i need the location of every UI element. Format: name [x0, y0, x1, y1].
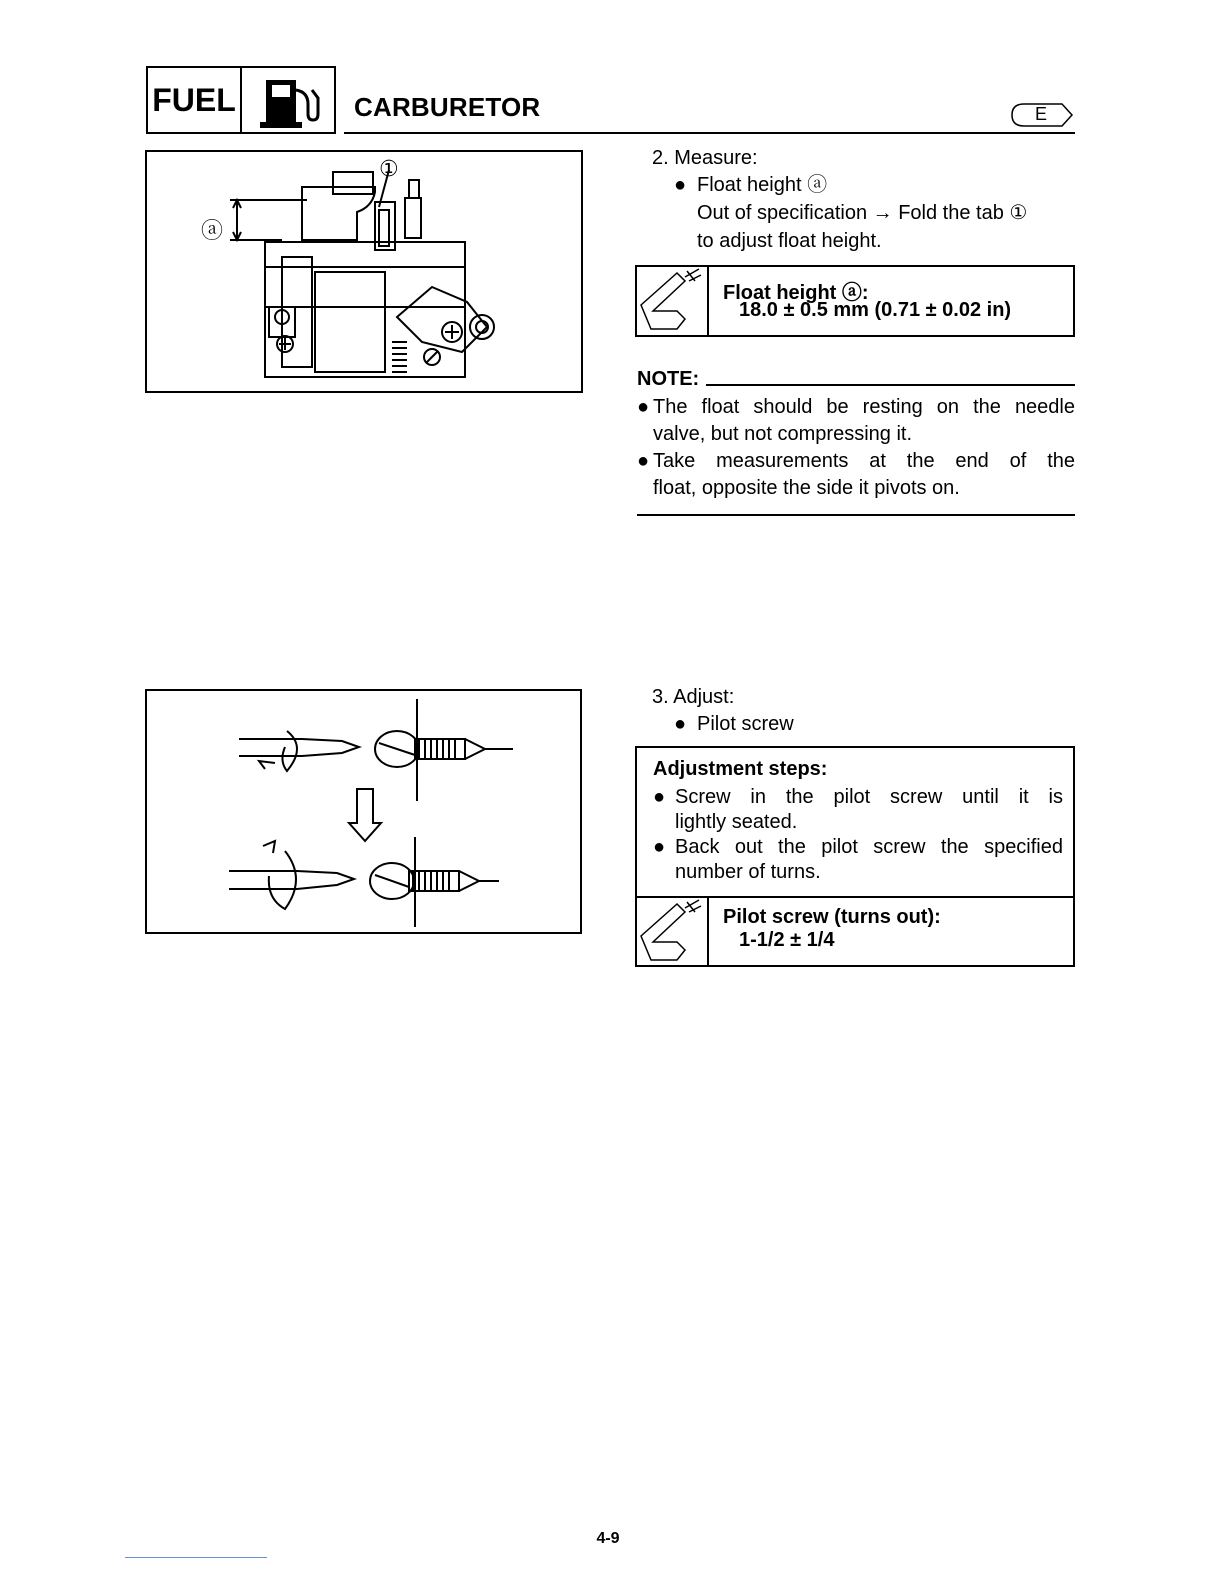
adjustment-steps-title: Adjustment steps: [653, 758, 828, 780]
adjust-step-2-line-1: Back out the pilot screw the specified [675, 836, 1063, 858]
step-3-heading: 3. Adjust: [652, 686, 735, 708]
figure-label-a: ⓐ [201, 218, 224, 243]
adjust-step-1-line-2: lightly seated. [675, 811, 798, 833]
caliper-icon [637, 267, 709, 335]
step-2-heading: 2. Measure: [652, 147, 758, 169]
float-height-spec-label: Float height ⓐ: [723, 282, 869, 304]
carburetor-float-figure [145, 150, 583, 393]
bullet-dot: ● [653, 786, 666, 808]
step-2-line-2: to adjust float height. [697, 230, 882, 252]
bullet-dot: ● [674, 174, 687, 196]
bullet-dot: ● [637, 396, 650, 418]
section-label: FUEL [146, 66, 242, 134]
fuel-pump-icon [240, 66, 336, 134]
pilot-screw-spec-value: 1-1/2 ± 1/4 [739, 929, 835, 951]
pilot-screw-drawing [147, 691, 580, 932]
adjust-step-1-line-1: Screw in the pilot screw until it is [675, 786, 1063, 808]
bullet-dot: ● [674, 713, 687, 735]
pilot-screw-figure [145, 689, 582, 934]
float-height-spec-box [635, 265, 1075, 337]
header-divider [344, 132, 1075, 134]
language-badge [1010, 102, 1074, 128]
pilot-screw-spec-label: Pilot screw (turns out): [723, 906, 941, 928]
bullet-dot: ● [637, 450, 650, 472]
note-bullet-2-line-1: Take measurements at the end of the [653, 450, 1075, 472]
note-bullet-1-line-2: valve, but not compressing it. [653, 423, 913, 445]
note-bullet-2-line-2: float, opposite the side it pivots on. [653, 477, 960, 499]
language-badge-text: E [1034, 104, 1047, 124]
step-2-line-1: Out of specification → Fold the tab ① [697, 202, 1028, 224]
note-bullet-1-line-1: The float should be resting on the needle [653, 396, 1075, 418]
bullet-dot: ● [653, 836, 666, 858]
note-divider [706, 384, 1075, 386]
page-number: 4-9 [596, 1530, 620, 1547]
note-label: NOTE: [637, 368, 700, 390]
figure-label-1: ① [379, 156, 399, 181]
footer-underline [125, 1557, 267, 1558]
carburetor-drawing [147, 152, 581, 391]
note-end-divider [637, 514, 1075, 516]
page-title: CARBURETOR [354, 92, 541, 122]
adjustment-steps-box [635, 746, 1075, 898]
adjust-step-2-line-2: number of turns. [675, 861, 821, 883]
step-3-bullet: Pilot screw [697, 713, 794, 735]
step-2-bullet: Float height ⓐ [697, 174, 828, 196]
caliper-icon [637, 898, 709, 965]
pilot-screw-spec-box [635, 896, 1075, 967]
float-height-spec-value: 18.0 ± 0.5 mm (0.71 ± 0.02 in) [739, 299, 1012, 321]
